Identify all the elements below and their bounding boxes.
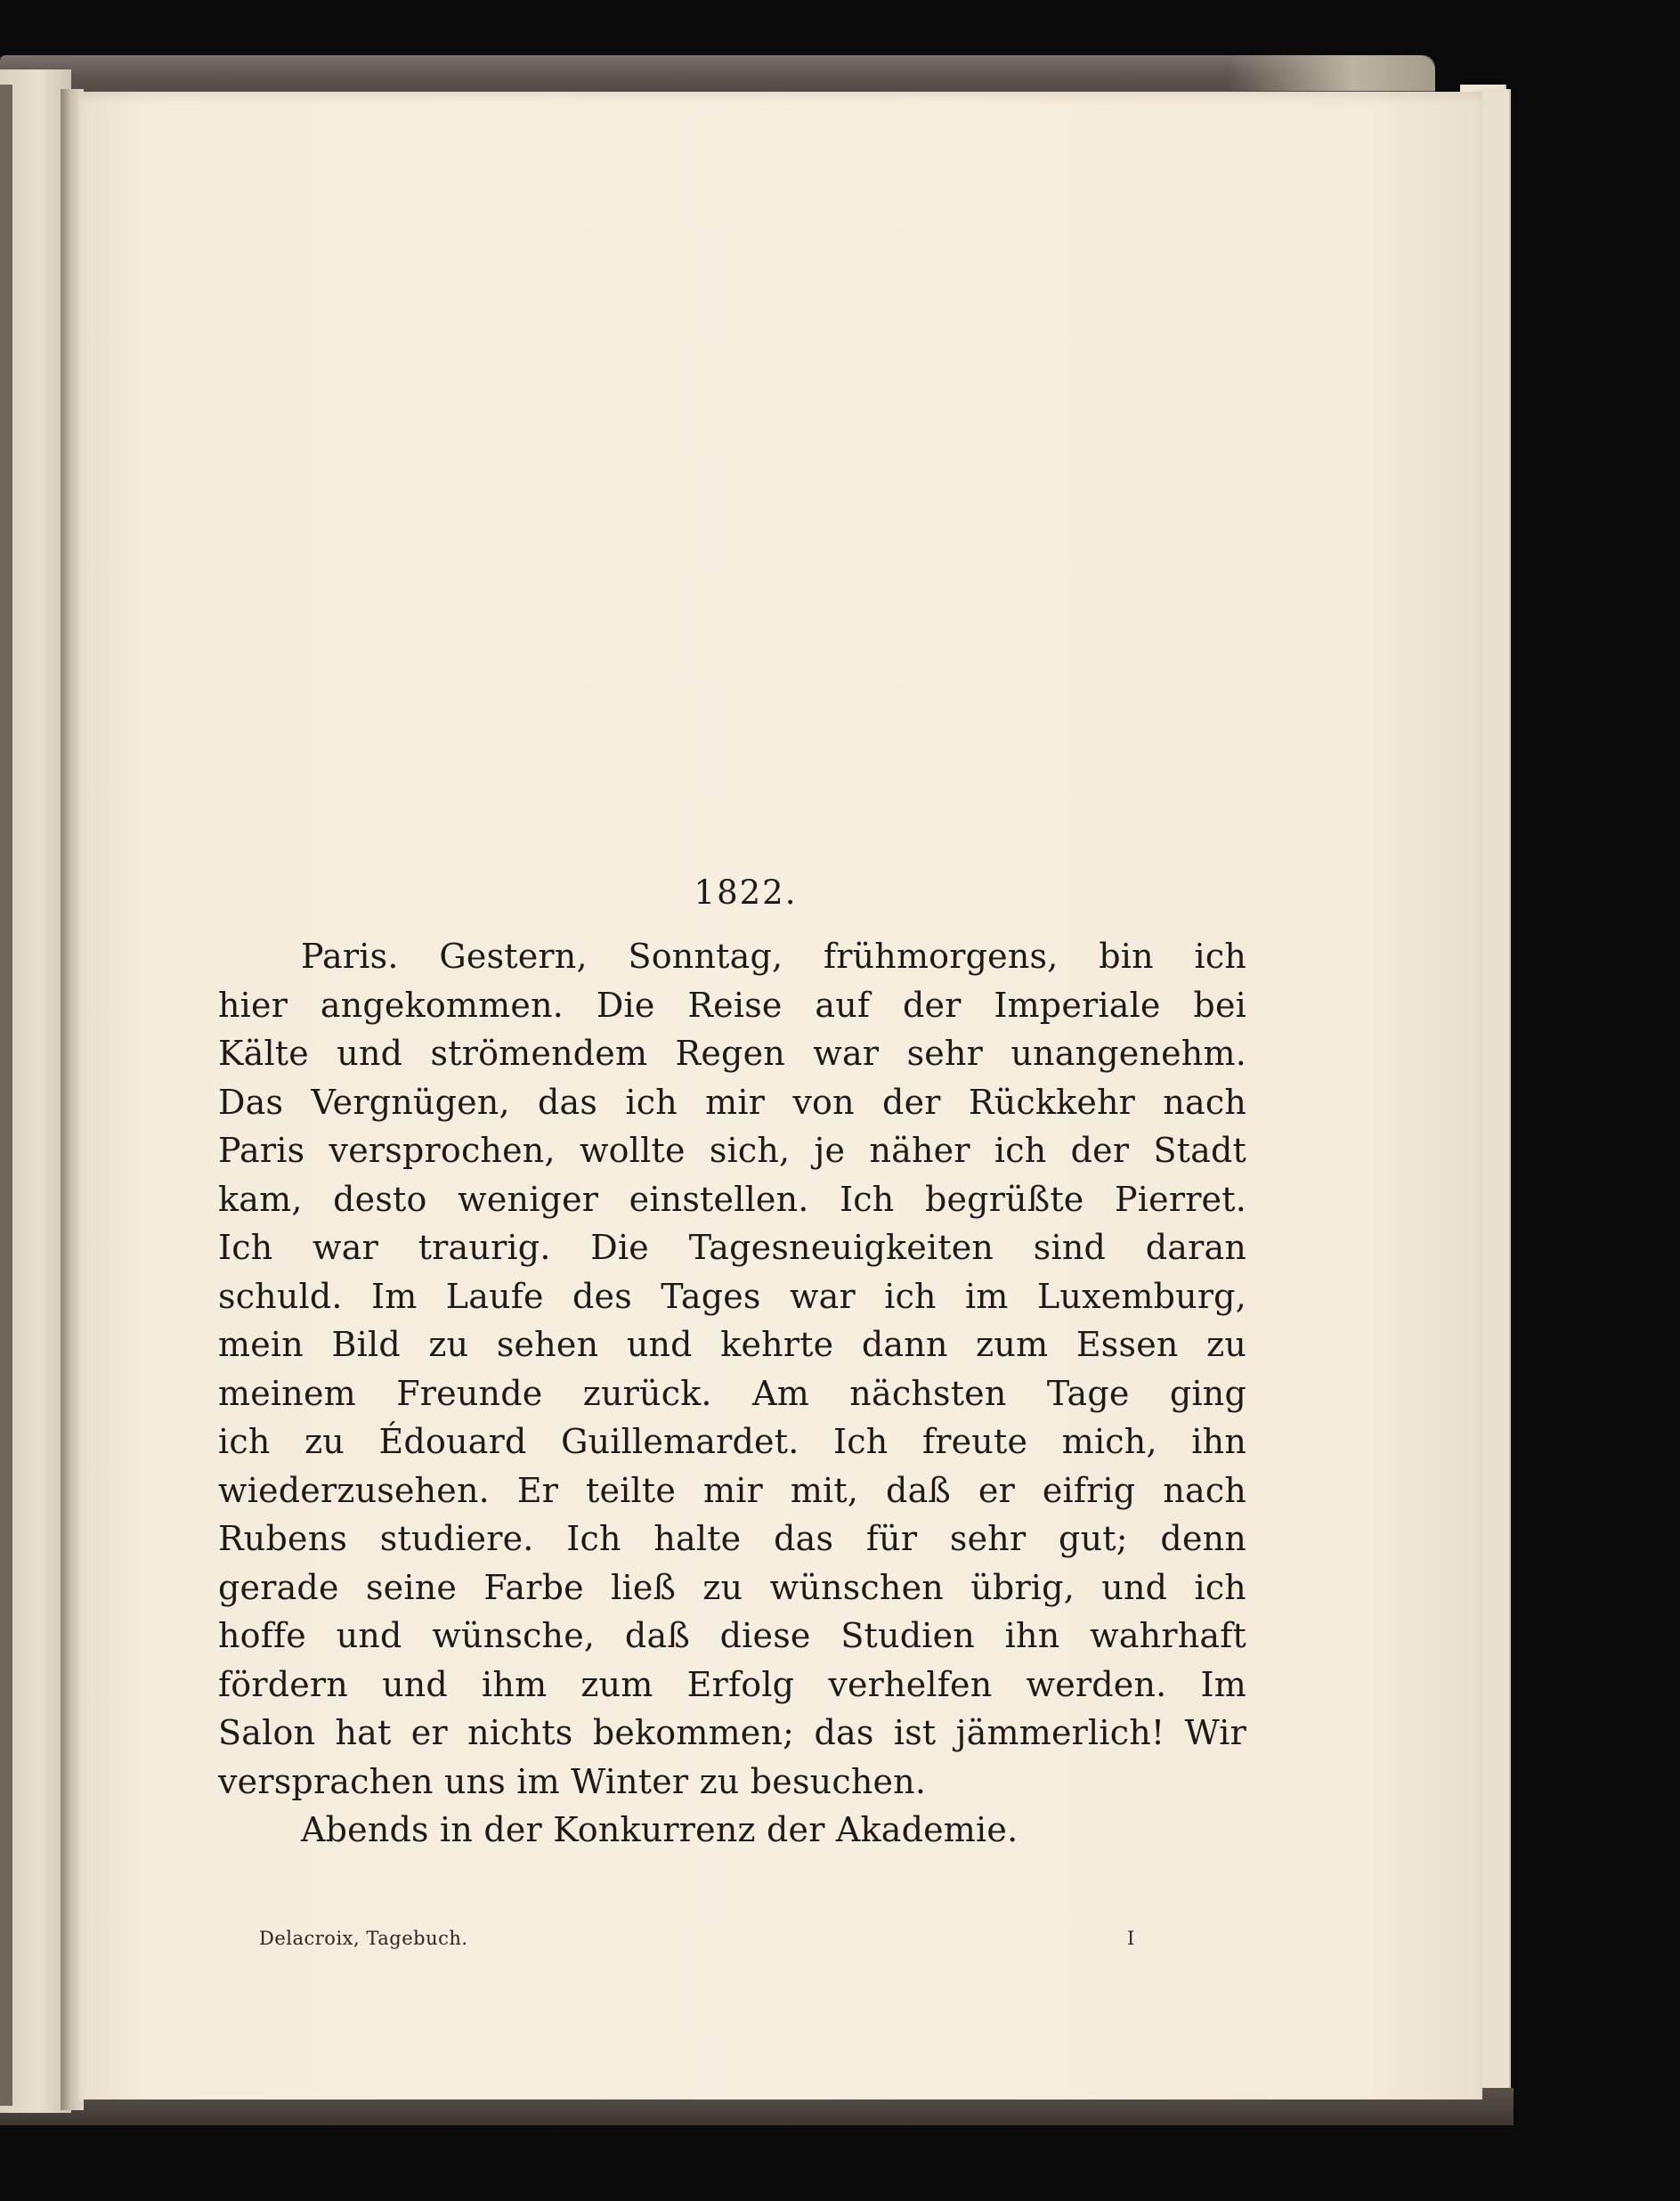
book-page: [78, 92, 1482, 2099]
entry-paragraph-2: [218, 1806, 1246, 1855]
page-footer: [259, 1928, 1149, 1954]
text-line: Paris versprochen, wollte sich, je näher ich der Stadt: [218, 1131, 1246, 1170]
text-line: ich zu Édouard Guillemardet. Ich freute mich, ihn: [218, 1422, 1246, 1461]
book-cover-corner: [1229, 55, 1435, 91]
entry-paragraph: [218, 932, 1246, 1806]
signature-title: Delacroix, Tagebuch.: [259, 1928, 468, 1949]
text-line: fördern und ihm zum Erfolg verhelfen werden. Im: [218, 1664, 1246, 1704]
text-line: Kälte und strömendem Regen war sehr unangenehm.: [218, 1034, 1246, 1073]
left-cover-edge: [0, 85, 12, 2106]
text-line: gerade seine Farbe ließ zu wünschen übrig, und ich: [218, 1567, 1246, 1607]
text-line: Rubens studiere. Ich halte das für sehr gut; denn: [218, 1519, 1246, 1558]
text-line: versprachen uns im Winter zu besuchen.: [218, 1761, 927, 1801]
signature-mark: I: [1127, 1928, 1135, 1949]
text-line: Paris. Gestern, Sonntag, frühmorgens, bin ich: [301, 937, 1246, 976]
show-through-text: [203, 448, 214, 487]
text-line: Abends in der Konkurrenz der Akademie.: [301, 1810, 1019, 1849]
text-line: meinem Freunde zurück. Am nächsten Tage ging: [218, 1373, 1246, 1413]
year-heading: 1822.: [694, 873, 798, 912]
text-line: hier angekommen. Die Reise auf der Imperiale bei: [218, 985, 1246, 1025]
text-line: Ich war traurig. Die Tagesneuigkeiten sind daran: [218, 1228, 1246, 1267]
text-line: kam, desto weniger einstellen. Ich begrüßte Pierret.: [218, 1179, 1246, 1219]
page-text: [218, 866, 1246, 1855]
text-line: Das Vergnügen, das ich mir von der Rückkehr nach: [218, 1082, 1246, 1122]
text-line: mein Bild zu sehen und kehrte dann zum Essen zu: [218, 1325, 1246, 1364]
text-line: hoffe und wünsche, daß diese Studien ihn wahrhaft: [218, 1616, 1246, 1655]
text-line: schuld. Im Laufe des Tages war ich im Luxemburg,: [218, 1276, 1246, 1316]
text-line: Salon hat er nichts bekommen; das ist jämmerlich! Wir: [218, 1713, 1246, 1752]
text-line: wiederzusehen. Er teilte mir mit, daß er eifrig nach: [218, 1470, 1246, 1510]
